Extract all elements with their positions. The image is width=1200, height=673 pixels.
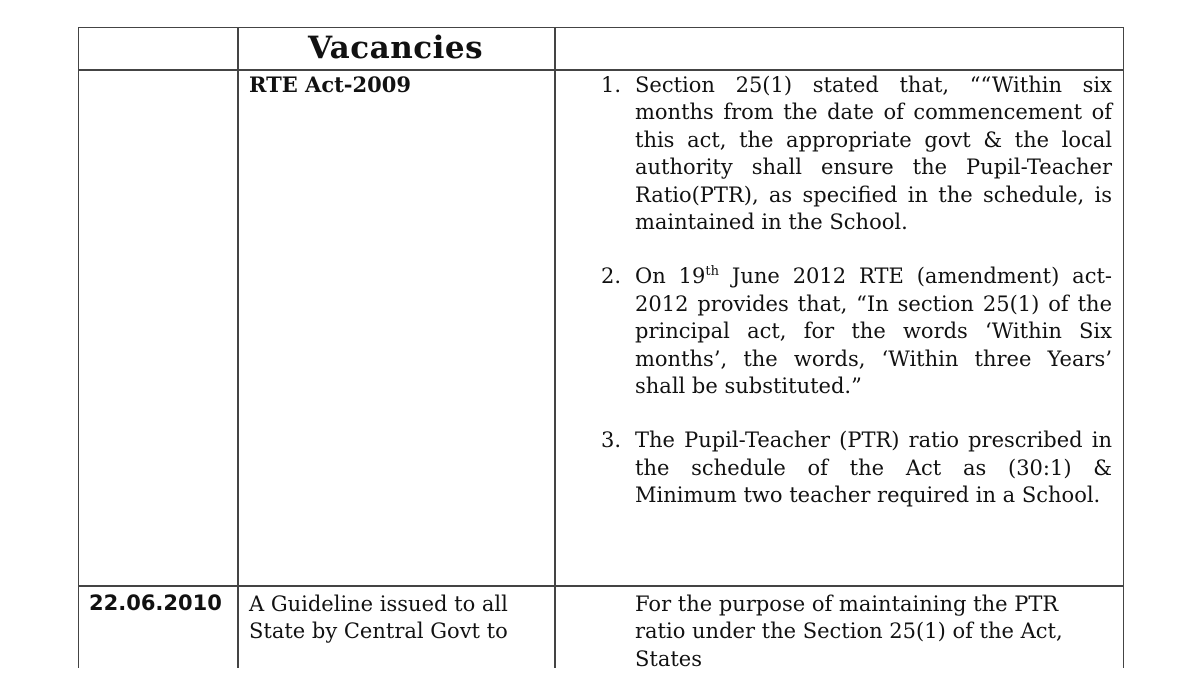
provision-number: 2. — [601, 264, 622, 289]
row-details: For the purpose of maintaining the PTR ratio under the Section 25(1) of the Act, States — [635, 592, 1063, 671]
provision-number: 3. — [601, 428, 622, 453]
table-header-vacancies: Vacancies — [307, 30, 484, 66]
row-subject-rte-act: RTE Act-2009 — [249, 72, 411, 97]
provision-text-end: June 2012 RTE (amendment) act-2012 provides that, “In section 25(1) of the principal act, for the words ‘Within Six months’, the words, ‘Within three Years’ shall be substituted.” — [635, 264, 1112, 399]
column-divider — [554, 28, 556, 668]
provision-item — [599, 427, 1112, 509]
provision-text-start: On 19 — [635, 264, 706, 289]
row-subject-guideline: A Guideline issued to all State by Central Govt to — [249, 592, 508, 644]
provision-text: The Pupil-Teacher (PTR) ratio prescribed in the schedule of the Act as (30:1) & Minimum two teacher required in a School. — [635, 428, 1112, 508]
vacancies-table — [78, 27, 1124, 671]
provision-text: Section 25(1) stated that, ““Within six months from the date of commencement of this act, the appropriate govt & the local authority shall ensure the Pupil-Teacher Ratio(PTR), as specified in the schedule, is maintained in the School. — [635, 73, 1112, 235]
row-date: 22.06.2010 — [89, 591, 222, 615]
provision-item — [599, 263, 1112, 400]
ordinal-suffix: th — [705, 264, 719, 280]
provision-number: 1. — [601, 73, 622, 97]
provision-item — [599, 72, 1112, 236]
provisions-list — [599, 72, 1112, 537]
row-divider — [79, 69, 1123, 71]
row-divider — [79, 585, 1123, 587]
column-divider — [237, 28, 239, 668]
